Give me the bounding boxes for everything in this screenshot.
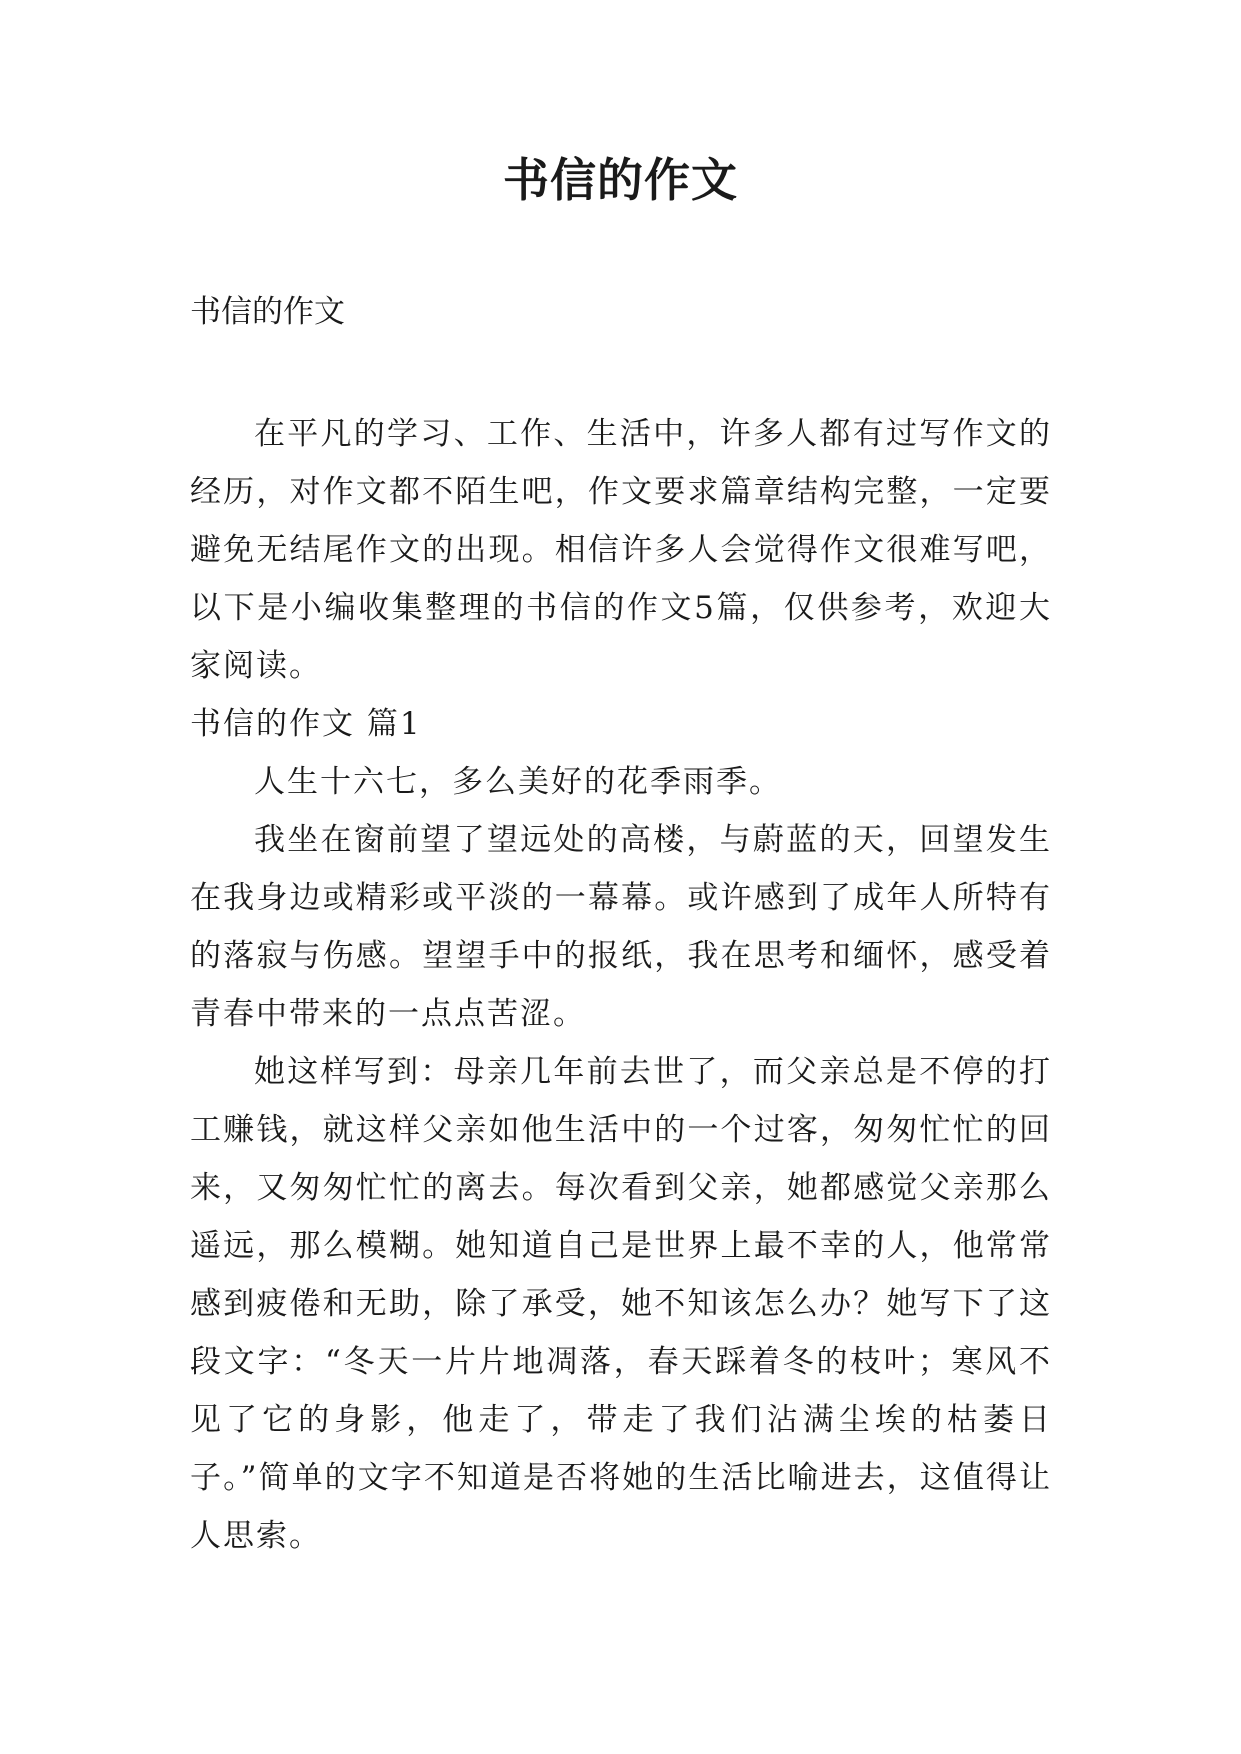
body-paragraph: 人生十六七，多么美好的花季雨季。	[254, 764, 782, 800]
section-heading: 书信的作文 篇1	[190, 706, 422, 742]
body-paragraph: 我坐在窗前望了望远处的高楼，与蔚蓝的天，回望发生在我身边或精彩或平淡的一幕幕。或许感到了成年人所特有的落寂与伤感。望望手中的报纸，我在思考和缅怀，感受着青春中带来的一点点苦涩。	[190, 822, 1052, 1032]
document-body	[190, 405, 1052, 1565]
intro-paragraph: 在平凡的学习、工作、生活中，许多人都有过写作文的经历，对作文都不陌生吧，作文要求篇章结构完整，一定要避免无结尾作文的出现。相信许多人会觉得作文很难写吧，以下是小编收集整理的书信的作文5篇，仅供参考，欢迎大家阅读。	[190, 416, 1052, 684]
document-title: 书信的作文	[503, 153, 738, 207]
body-paragraph: 她这样写到：母亲几年前去世了，而父亲总是不停的打工赚钱，就这样父亲如他生活中的一个过客，匆匆忙忙的回来，又匆匆忙忙的离去。每次看到父亲，她都感觉父亲那么遥远，那么模糊。她知道自己是世界上最不幸的人，他常常感到疲倦和无助，除了承受，她不知该怎么办？她写下了这段文字：“冬天一片片地凋落，春天踩着冬的枝叶；寒风不见了它的身影，他走了，带走了我们沾满尘埃的枯萎日子。”简单的文字不知道是否将她的生活比喻进去，这值得让人思索。	[190, 1054, 1052, 1554]
document-subtitle: 书信的作文	[190, 294, 345, 330]
